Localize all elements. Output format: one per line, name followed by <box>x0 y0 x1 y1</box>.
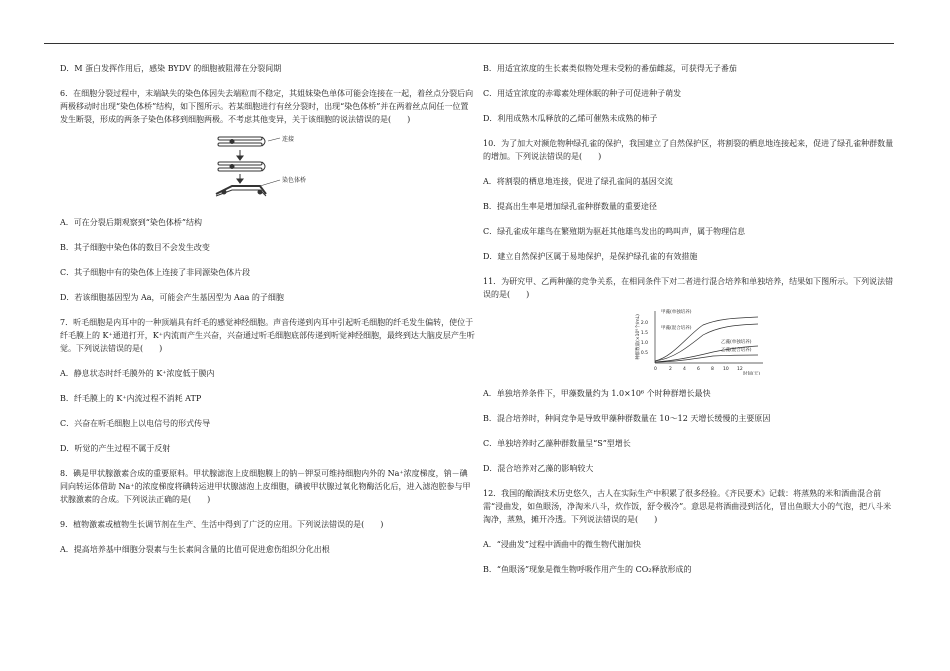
q10-option-c: C．绿孔雀成年雄鸟在繁殖期为驱赶其他雄鸟发出的鸣叫声，属于物理信息 <box>483 227 746 236</box>
q11-option-c: C．单独培养时乙藻种群数量呈“S”型增长 <box>483 439 631 448</box>
q6-option-c: C．其子细胞中有的染色体上连接了非同源染色体片段 <box>60 268 251 277</box>
q9-option-d: D．利用成熟木瓜释放的乙烯可催熟未成熟的柿子 <box>483 114 658 123</box>
chromosome-bridge-figure <box>210 134 350 204</box>
q11-option-a: A．单独培养条件下，甲藻数量约为 1.0×10⁶ 个时种群增长最快 <box>483 389 711 398</box>
y-tick-20: 2.0 <box>640 321 648 326</box>
curve-jia-single <box>655 317 758 361</box>
chromosome-bridge-diagram <box>210 134 350 204</box>
q9-option-c: C．用适宜浓度的赤霉素处理休眠的种子可促进种子萌发 <box>483 89 682 98</box>
y-axis-label: 种群数量(×10⁶个/mL) <box>636 314 641 360</box>
q6-stem: 6．在细胞分裂过程中，末端缺失的染色体因失去端粒而不稳定，其姐妹染色单体可能会连接在一起，着丝点分裂后向两极移动时出现“染色体桥”结构，如下图所示。若某细胞进行有丝分裂时，出现“染色体桥”并在两着丝点间任一位置发生断裂，形成的两条子染色体移到细胞两极。不考虑其他变异，关于该细胞的说法错误的是( ) <box>60 89 474 124</box>
q6-option-b: B．其子细胞中染色体的数目不会发生改变 <box>60 243 210 252</box>
x-tick-2: 2 <box>669 367 672 372</box>
curve-yi-mixed <box>655 355 758 362</box>
header-rule <box>44 43 894 44</box>
q6-option-a: A．可在分裂后期观察到“染色体桥”结构 <box>60 218 202 227</box>
q7-option-a: A．静息状态时纤毛膜外的 K⁺浓度低于膜内 <box>60 369 215 378</box>
q7-option-d: D．听觉的产生过程不属于反射 <box>60 444 171 453</box>
right-column <box>483 62 898 576</box>
q5-option-d: D．M 蛋白发挥作用后，感染 BYDV 的细胞被阻滞在分裂间期 <box>60 64 282 73</box>
x-tick-4: 4 <box>683 367 686 372</box>
y-tick-10: 1.0 <box>640 341 648 346</box>
y-tick-05: 0.5 <box>640 351 648 356</box>
x-tick-12: 12 <box>737 367 743 372</box>
q12-option-b: B．“鱼眼汤”现象是微生物呼吸作用产生的 CO₂释放形成的 <box>483 565 692 574</box>
x-tick-0: 0 <box>654 367 657 372</box>
q7-option-c: C．兴奋在听毛细胞上以电信号的形式传导 <box>60 419 211 428</box>
q9-stem: 9．植物激素或植物生长调节剂在生产、生活中得到了广泛的应用。下列说法错误的是( ) <box>60 520 384 529</box>
q8-stem: 8．碘是甲状腺激素合成的重要原料。甲状腺滤泡上皮细胞膜上的钠－钾泵可维持细胞内外的 Na⁺浓度梯度，钠－碘同向转运体借助 Na⁺的浓度梯度将碘转运进甲状腺滤泡上皮细胞，碘被甲状腺过氧化物酶活化后，进入滤泡腔参与甲状腺激素的合成。下列说法正确的是( ) <box>60 469 471 504</box>
q11-option-b: B．混合培养时，种间竞争是导致甲藻种群数量在 10～12 天增长缓慢的主要原因 <box>483 414 771 423</box>
q12-option-a: A．“浸曲发”过程中酒曲中的微生物代谢加快 <box>483 540 641 549</box>
q11-option-d: D．混合培养对乙藻的影响较大 <box>483 464 594 473</box>
q10-option-a: A．将割裂的栖息地连接，促进了绿孔雀间的基因交流 <box>483 177 673 186</box>
legend-jia-mixed: 甲藻(混合培养) <box>661 326 692 331</box>
legend-jia-single: 甲藻(单独培养) <box>661 310 692 315</box>
label-connect: 连接 <box>282 136 295 143</box>
q10-option-d: D．建立自然保护区属于易地保护，是保护绿孔雀的有效措施 <box>483 252 698 261</box>
algae-growth-svg <box>633 307 783 375</box>
q9-option-a: A．提高培养基中细胞分裂素与生长素间含量的比值可促进愈伤组织分化出根 <box>60 545 330 554</box>
q12-stem: 12．我国的酿酒技术历史悠久，古人在实际生产中积累了很多经验。《齐民要术》记载：将蒸熟的米和酒曲混合前需“浸曲发，如鱼眼汤，净淘米八斗，炊作饭，舒令极冷”。意思是将酒曲浸到活化，冒出鱼眼大小的气泡，把八斗米淘净，蒸熟，摊开冷透。下列说法错误的是( ) <box>483 489 892 524</box>
q7-stem: 7．听毛细胞是内耳中的一种顶端具有纤毛的感觉神经细胞。声音传递到内耳中引起听毛细胞的纤毛发生偏转，使位于纤毛膜上的 K⁺通道打开，K⁺内流而产生兴奋，兴奋通过听毛细胞底部传递到听觉神经细胞，最终到达大脑皮层产生听觉。下列说法错误的是( ) <box>60 318 475 353</box>
y-tick-15: 1.5 <box>640 331 648 336</box>
x-axis-label: 时间(天) <box>743 372 761 375</box>
q6-option-d: D．若该细胞基因型为 Aa，可能会产生基因型为 Aaa 的子细胞 <box>60 293 284 302</box>
x-tick-6: 6 <box>697 367 700 372</box>
x-tick-8: 8 <box>711 367 714 372</box>
algae-growth-chart <box>633 307 783 375</box>
q10-option-b: B．提高出生率是增加绿孔雀种群数量的重要途径 <box>483 202 657 211</box>
label-bridge: 染色体桥 <box>282 177 307 184</box>
legend-yi-single: 乙藻(单独培养) <box>721 340 752 345</box>
x-tick-10: 10 <box>723 367 729 372</box>
legend-yi-mixed: 乙藻(混合培养) <box>721 348 752 353</box>
q11-stem: 11．为研究甲、乙两种藻的竞争关系，在相同条件下对二者进行混合培养和单独培养，结果如下图所示。下列说法错误的是( ) <box>483 277 894 299</box>
q7-option-b: B．纤毛膜上的 K⁺内流过程不消耗 ATP <box>60 394 202 403</box>
q9-option-b: B．用适宜浓度的生长素类似物处理未受粉的番茄雌蕊，可获得无子番茄 <box>483 64 737 73</box>
q10-stem: 10．为了加大对濒危物种绿孔雀的保护，我国建立了自然保护区，将割裂的栖息地连接起来，促进了绿孔雀种群数量的增加。下列说法错误的是( ) <box>483 139 894 161</box>
left-column <box>60 62 475 556</box>
